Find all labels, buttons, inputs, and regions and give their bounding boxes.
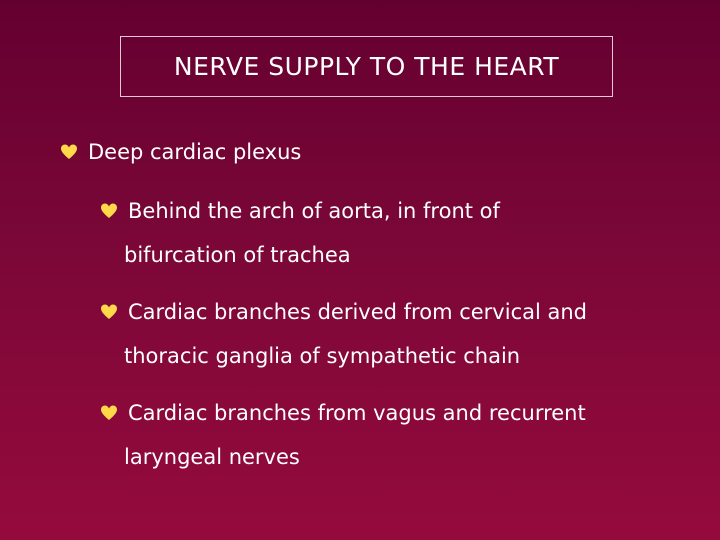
sub-bullet-3-line-1: Cardiac branches from vagus and recurrent <box>128 401 586 425</box>
main-bullet-text: Deep cardiac plexus <box>88 140 302 164</box>
sub-bullet-3 <box>100 391 660 479</box>
main-bullet <box>60 140 301 164</box>
heart-icon <box>100 404 118 422</box>
sub-bullet-2 <box>100 290 660 378</box>
sub-bullet-1-line-2: bifurcation of trachea <box>124 243 351 267</box>
heart-icon <box>100 303 118 321</box>
sub-bullet-1-line-1: Behind the arch of aorta, in front of <box>128 199 500 223</box>
title-box <box>120 36 613 97</box>
sub-bullet-3-line-2: laryngeal nerves <box>124 445 300 469</box>
heart-icon <box>100 202 118 220</box>
sub-bullet-2-line-1: Cardiac branches derived from cervical and <box>128 300 587 324</box>
sub-bullet-1 <box>100 189 660 277</box>
sub-bullet-2-line-2: thoracic ganglia of sympathetic chain <box>124 344 521 368</box>
heart-icon <box>60 143 78 161</box>
slide-title: NERVE SUPPLY TO THE HEART <box>173 52 560 81</box>
